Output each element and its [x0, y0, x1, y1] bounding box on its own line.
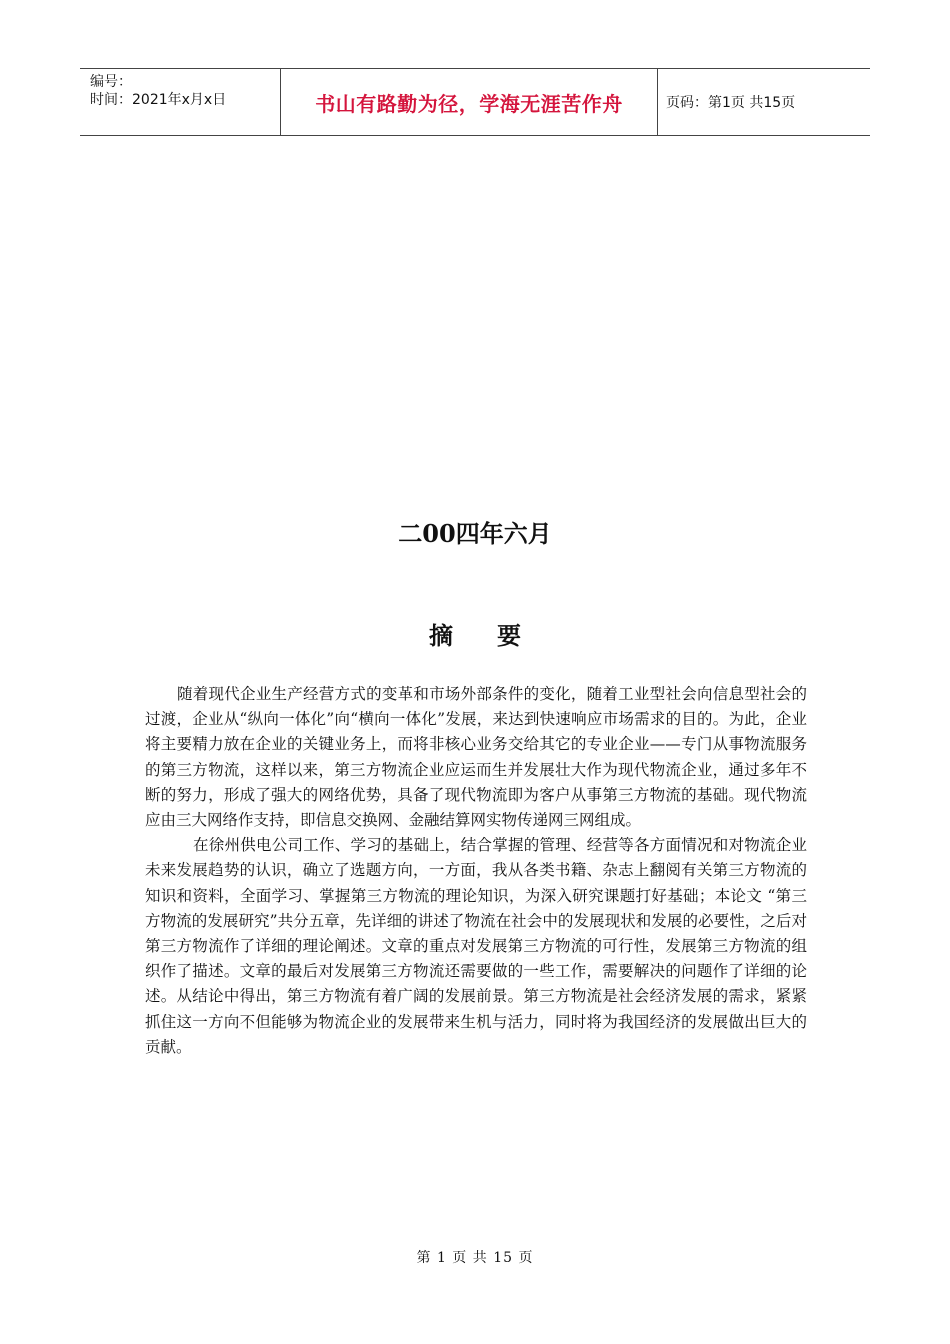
abstract-paragraph: 随着现代企业生产经营方式的变革和市场外部条件的变化，随着工业型社会向信息型社会的过渡，企业从“纵向一体化”向“横向一体化”发展，来达到快速响应市场需求的目的。为此，企业将主要精力放在企业的关键业务上，而将非核心业务交给其它的专业企业——专门从事物流服务的第三方物流，这样以来，第三方物流企业应运而生并发展壮大作为现代物流企业，通过多年不断的努力，形成了强大的网络优势，具备了现代物流即为客户从事第三方物流的基础。现代物流应由三大网络作支持，即信息交换网、金融结算网实物传递网三网组成。 — [145, 685, 807, 830]
page-footer: 第 1 页 共 15 页 — [416, 1250, 534, 1266]
header-meta-cell — [80, 69, 281, 135]
header-motto-cell — [281, 69, 658, 135]
date-title: 二00四年六月 — [398, 519, 552, 548]
abstract-body — [145, 682, 807, 1060]
page-header — [80, 68, 870, 136]
abstract-heading: 摘要 — [429, 621, 565, 650]
abstract-paragraph: 在徐州供电公司工作、学习的基础上，结合掌握的管理、经营等各方面情况和对物流企业未来发展趋势的认识，确立了选题方向，一方面，我从各类书籍、杂志上翻阅有关第三方物流的知识和资料，全面学习、掌握第三方物流的理论知识，为深入研究课题打好基础；本论文 “第三方物流的发展研究”共分五章，先详细的讲述了物流在社会中的发展现状和发展的必要性，之后对第三方物流作了详细的理论阐述。文章的重点对发展第三方物流的可行性，发展第三方物流的组织作了描述。文章的最后对发展第三方物流还需要做的一些工作，需要解决的问题作了详细的论述。从结论中得出，第三方物流有着广阔的发展前景。第三方物流是社会经济发展的需求，紧紧抓住这一方向不但能够为物流企业的发展带来生机与活力，同时将为我国经济的发展做出巨大的贡献。 — [145, 836, 807, 1056]
page-code: 页码：第1页 共15页 — [666, 95, 796, 111]
time-label: 时间：2021年x月x日 — [90, 92, 227, 108]
motto-text: 书山有路勤为径，学海无涯苦作舟 — [315, 91, 623, 116]
header-page-cell — [658, 69, 870, 135]
number-label: 编号： — [90, 74, 132, 90]
